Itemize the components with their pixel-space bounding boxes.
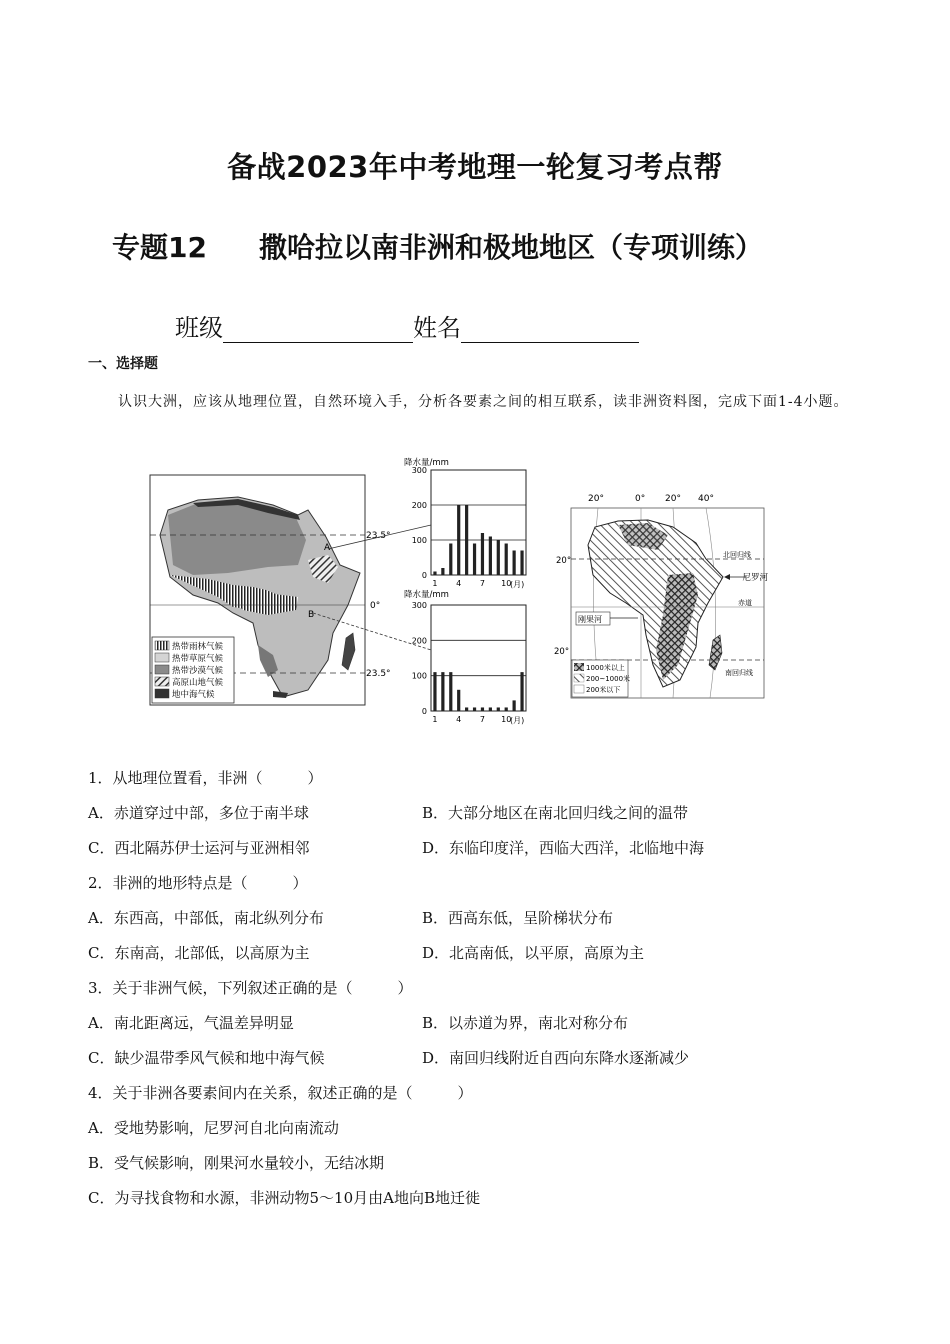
question-1-stem: 1．从地理位置看，非洲（ ） — [88, 769, 323, 787]
class-name-line — [175, 308, 639, 343]
map1-equator: 0° — [370, 601, 381, 611]
rainfall-bar — [513, 700, 516, 711]
rainfall-bar — [457, 690, 460, 711]
chart-frame — [431, 605, 526, 711]
rainfall-bar — [489, 707, 492, 711]
map1-lat-north: 23.5° — [366, 531, 391, 541]
africa-figure — [148, 455, 768, 730]
chart-y-tick-label: 300 — [411, 601, 427, 610]
chart-x-tick-label: 1 — [432, 579, 438, 588]
chart-y-tick-label: 200 — [411, 636, 427, 646]
chart-x-tick-label: 10 — [501, 715, 512, 724]
q3-option-b[interactable]: B．以赤道为界，南北对称分布 — [422, 1014, 629, 1032]
q2-option-a[interactable]: A．东西高，中部低，南北纵列分布 — [88, 909, 324, 927]
chart-x-tick-label: 7 — [479, 579, 486, 588]
legend-highland: 高原山地气候 — [172, 678, 224, 688]
q4-option-c[interactable]: C．为寻找食物和水源，非洲动物5～10月由A地向B地迁徙 — [88, 1189, 480, 1207]
legend-savanna: 热带草原气候 — [172, 654, 224, 664]
chart-y-tick-label: 0 — [421, 707, 427, 716]
rainfall-bar — [449, 672, 452, 711]
map2-lat-north: 20° — [556, 556, 572, 566]
intro-paragraph: 认识大洲，应该从地理位置，自然环境入手，分析各要素之间的相互联系，读非洲资料图，完成下面1-4小题。 — [118, 394, 849, 410]
rainfall-bar — [465, 707, 468, 711]
q1-option-a[interactable]: A．赤道穿过中部，多位于南半球 — [88, 804, 309, 822]
q2-option-b[interactable]: B．西高东低，呈阶梯状分布 — [422, 909, 614, 927]
map2-nile: 尼罗河 — [742, 573, 768, 583]
chart-x-tick-label: 10 — [501, 579, 512, 588]
map2-equator: 赤道 — [738, 599, 752, 607]
rainfall-bar — [489, 537, 492, 576]
class-blank[interactable] — [223, 316, 413, 343]
rainfall-bar — [481, 707, 484, 711]
rainfall-bar — [473, 707, 476, 711]
rainfall-bar — [433, 672, 436, 711]
name-blank[interactable] — [461, 316, 639, 343]
map2-south-tropic: 南回归线 — [725, 669, 753, 677]
climate-legend — [152, 637, 234, 703]
q3-option-d[interactable]: D．南回归线附近自西向东降水逐渐减少 — [422, 1049, 690, 1067]
q1-option-c[interactable]: C．西北隔苏伊士运河与亚洲相邻 — [88, 839, 310, 857]
question-4-stem: 4．关于非洲各要素间内在关系，叙述正确的是（ ） — [88, 1084, 473, 1102]
map2-lat-south: 20° — [554, 647, 570, 657]
chart-b-ylabel: 降水量/mm — [404, 590, 449, 600]
chart-x-tick-label: 1 — [432, 715, 438, 724]
legend-under-200: 200米以下 — [586, 686, 621, 694]
rainfall-bar — [433, 572, 436, 576]
rainfall-bar — [465, 505, 468, 575]
rainfall-bar — [473, 544, 476, 576]
document-subtitle — [112, 226, 872, 266]
terrain-map — [554, 494, 768, 698]
rainfall-bar — [441, 672, 444, 711]
chart-y-tick-label: 300 — [411, 466, 427, 475]
rainfall-bar — [513, 551, 516, 576]
map2-lon-3: 20° — [665, 494, 681, 504]
map2-north-tropic: 北回归线 — [723, 551, 751, 559]
rainfall-bar — [457, 505, 460, 575]
map2-congo: 刚果河 — [578, 615, 602, 624]
chart-y-tick-label: 200 — [411, 501, 427, 510]
q2-option-c[interactable]: C．东南高，北部低，以高原为主 — [88, 944, 310, 962]
q4-option-b[interactable]: B．受气候影响，刚果河水量较小，无结冰期 — [88, 1154, 385, 1172]
chart-a-ylabel: 降水量/mm — [404, 458, 449, 468]
section-heading: 一、选择题 — [88, 356, 158, 372]
question-2-stem: 2．非洲的地形特点是（ ） — [88, 874, 308, 892]
q4-option-a[interactable]: A．受地势影响，尼罗河自北向南流动 — [88, 1119, 339, 1137]
legend-mediterranean: 地中海气候 — [172, 690, 215, 700]
legend-200-1000: 200~1000米 — [586, 675, 631, 683]
climate-map — [150, 475, 431, 705]
rainfall-bar — [449, 544, 452, 576]
q1-option-d[interactable]: D．东临印度洋，西临大西洋，北临地中海 — [422, 839, 705, 857]
rainfall-bar — [505, 707, 508, 711]
legend-desert: 热带沙漠气候 — [172, 666, 224, 676]
q3-option-a[interactable]: A．南北距离远，气温差异明显 — [88, 1014, 294, 1032]
map1-lat-south: 23.5° — [366, 669, 391, 679]
chart-frame — [431, 470, 526, 575]
class-label: 班级 — [175, 314, 223, 342]
q1-option-b[interactable]: B．大部分地区在南北回归线之间的温带 — [422, 804, 689, 822]
rainfall-bar — [505, 544, 508, 576]
terrain-legend — [572, 660, 630, 697]
rainfall-chart-b — [404, 589, 526, 725]
q2-option-d[interactable]: D．北高南低，以平原，高原为主 — [422, 944, 645, 962]
chart-x-tick-label: 7 — [479, 715, 486, 724]
rainfall-bar — [520, 551, 523, 576]
subtitle-number: 专题12 — [112, 231, 207, 264]
chart-y-tick-label: 0 — [421, 571, 427, 580]
chart-y-tick-label: 100 — [411, 536, 427, 545]
name-label: 姓名 — [413, 314, 461, 342]
chart-b-xlabel: (月) — [510, 716, 525, 725]
rainfall-bar — [481, 533, 484, 575]
rainfall-bar — [497, 540, 500, 575]
map2-lon-2: 0° — [635, 494, 646, 504]
chart-y-tick-label: 100 — [411, 671, 427, 681]
chart-x-tick-label: 4 — [456, 579, 462, 588]
q3-option-c[interactable]: C．缺少温带季风气候和地中海气候 — [88, 1049, 325, 1067]
rainfall-chart-a — [404, 457, 526, 589]
subtitle-text: 撒哈拉以南非洲和极地地区（专项训练） — [258, 231, 763, 264]
map1-point-a: A — [324, 543, 331, 553]
map1-point-b: B — [308, 610, 315, 620]
map2-lon-1: 20° — [588, 494, 604, 504]
question-3-stem: 3．关于非洲气候，下列叙述正确的是（ ） — [88, 979, 413, 997]
chart-a-xlabel: (月) — [510, 580, 525, 589]
legend-over-1000: 1000米以上 — [586, 664, 625, 672]
rainfall-bar — [520, 672, 523, 711]
chart-x-tick-label: 4 — [456, 715, 462, 724]
map2-lon-4: 40° — [698, 494, 714, 504]
legend-rainforest: 热带雨林气候 — [172, 642, 224, 652]
rainfall-bar — [497, 707, 500, 711]
document-title: 备战2023年中考地理一轮复习考点帮 — [227, 150, 723, 184]
rainfall-bar — [441, 568, 444, 575]
